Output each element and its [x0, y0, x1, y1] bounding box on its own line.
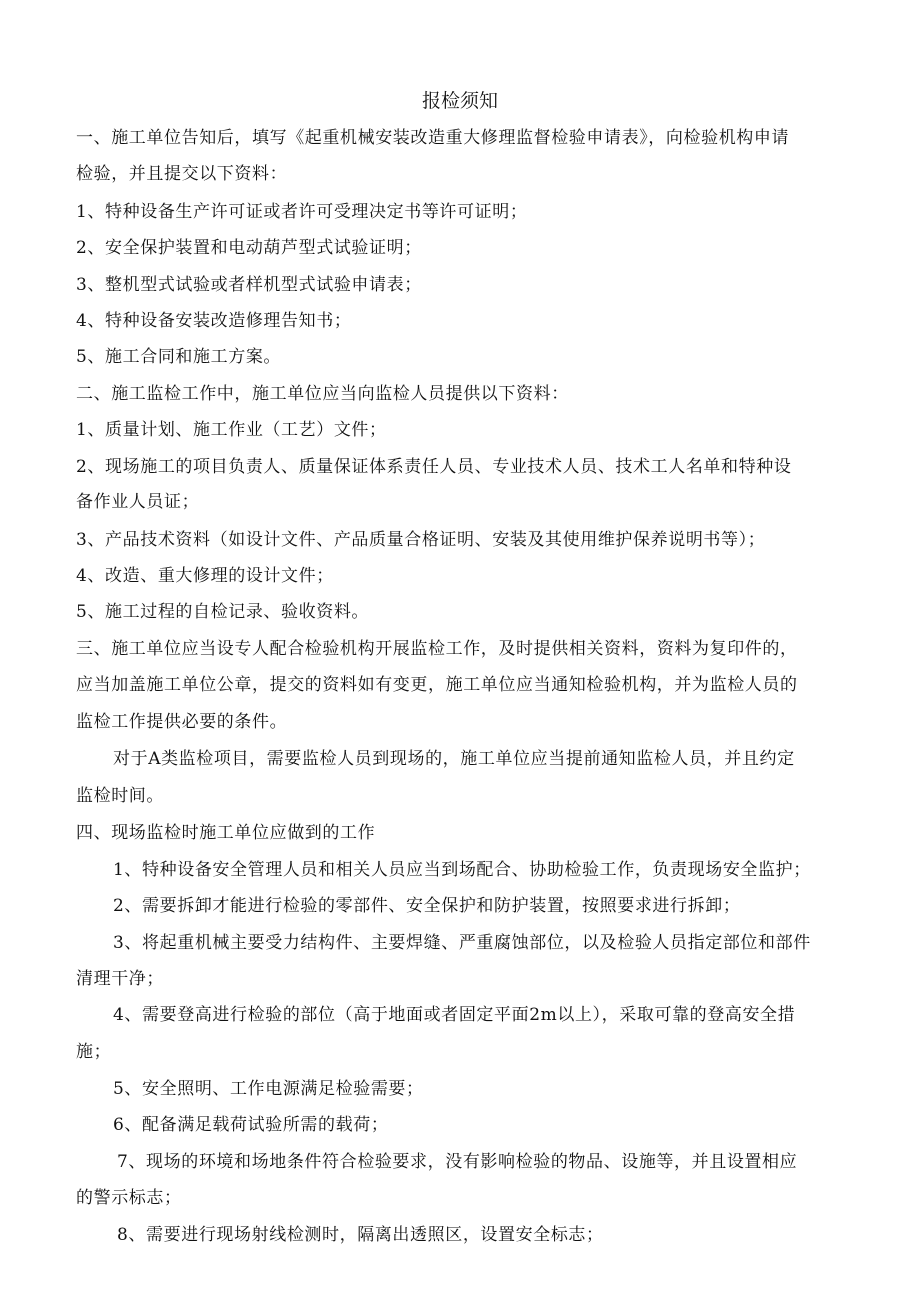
section-heading: 二、施工监检工作中，施工单位应当向监检人员提供以下资料： — [76, 384, 569, 404]
list-item: 3、将起重机械主要受力结构件、主要焊缝、严重腐蚀部位，以及检验人员指定部位和部件 — [113, 933, 811, 953]
list-item: 5、施工过程的自检记录、验收资料。 — [76, 602, 370, 622]
page-title: 报检须知 — [421, 90, 498, 112]
paragraph-line: 监检工作提供必要的条件。 — [76, 712, 288, 732]
list-item: 1、特种设备安全管理人员和相关人员应当到场配合、协助检验工作，负责现场安全监护； — [113, 860, 811, 880]
list-item: 备作业人员证； — [76, 492, 200, 512]
list-item: 2、安全保护装置和电动葫芦型式试验证明； — [76, 238, 422, 258]
list-item: 4、需要登高进行检验的部位（高于地面或者固定平面2m以上），采取可靠的登高安全措 — [113, 1005, 796, 1025]
section-heading: 四、现场监检时施工单位应做到的工作 — [76, 823, 376, 843]
paragraph-line: 应当加盖施工单位公章，提交的资料如有变更，施工单位应当通知检验机构，并为监检人员的 — [76, 675, 798, 695]
list-item: 5、安全照明、工作电源满足检验需要； — [113, 1079, 424, 1099]
list-item: 1、特种设备生产许可证或者许可受理决定书等许可证明； — [76, 202, 528, 222]
list-item: 7、现场的环境和场地条件符合检验要求，没有影响检验的物品、设施等，并且设置相应 — [117, 1152, 798, 1172]
section-heading: 三、施工单位应当设专人配合检验机构开展监检工作，及时提供相关资料，资料为复印件的， — [76, 639, 798, 659]
list-item: 3、整机型式试验或者样机型式试验申请表； — [76, 275, 422, 295]
list-item: 8、需要进行现场射线检测时，隔离出透照区，设置安全标志； — [117, 1225, 604, 1245]
list-item: 1、质量计划、施工作业（工艺）文件； — [76, 420, 387, 440]
list-item: 施； — [76, 1042, 112, 1062]
list-item: 4、特种设备安装改造修理告知书； — [76, 311, 352, 331]
paragraph-line: 监检时间。 — [76, 786, 164, 806]
list-item: 2、现场施工的项目负责人、质量保证体系责任人员、专业技术人员、技术工人名单和特种设 — [76, 457, 792, 477]
list-item: 清理干净； — [76, 969, 164, 989]
list-item: 4、改造、重大修理的设计文件； — [76, 566, 334, 586]
list-item: 6、配备满足载荷试验所需的载荷； — [113, 1115, 389, 1135]
list-item: 5、施工合同和施工方案。 — [76, 347, 282, 367]
paragraph-line: 对于A类监检项目，需要监检人员到现场的，施工单位应当提前通知监检人员，并且约定 — [113, 749, 795, 769]
paragraph-line: 检验，并且提交以下资料： — [76, 164, 288, 184]
list-item: 的警示标志； — [76, 1188, 182, 1208]
list-item: 3、产品技术资料（如设计文件、产品质量合格证明、安装及其使用维护保养说明书等）； — [76, 530, 766, 550]
paragraph-line: 一、施工单位告知后，填写《起重机械安装改造重大修理监督检验申请表》，向检验机构申请 — [76, 128, 790, 148]
list-item: 2、需要拆卸才能进行检验的零部件、安全保护和防护装置，按照要求进行拆卸； — [113, 896, 741, 916]
